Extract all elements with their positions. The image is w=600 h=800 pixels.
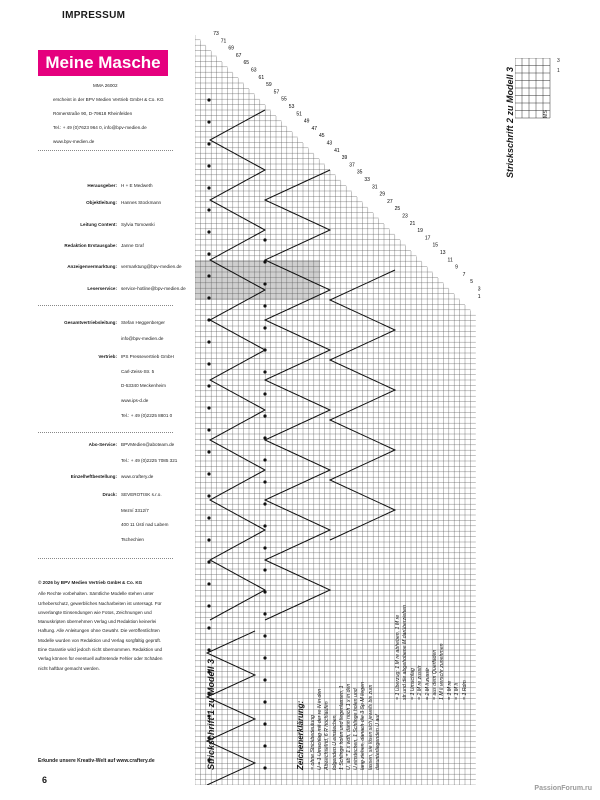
row-number-label: 1 [477, 293, 481, 300]
chart-dot [263, 722, 266, 725]
legend-item: str und die abgehobene M darüberziehen [402, 605, 409, 700]
druck-line: 400 11 Ústí nad Labem [121, 522, 169, 527]
chart-dot [207, 604, 210, 607]
abo-line[interactable]: BPVMedien@aboteam.de [121, 442, 175, 447]
copyright-line: Manuskripten übernehmen Verlag und Redaktion keinerlei [38, 619, 157, 625]
row-number-label: 61 [258, 74, 265, 81]
row-number-label: 73 [213, 31, 219, 37]
credit-value: Hannes Stockmann [121, 200, 162, 205]
copyright-block [38, 578, 173, 673]
legend-item: 1 M li verschr zunehmen [439, 643, 446, 700]
credit-label: Redaktion Erstausgabe: [64, 243, 117, 248]
chart-dot [263, 766, 266, 769]
chart2-label: MS [543, 110, 549, 118]
credit-label: Leserservice: [87, 286, 117, 291]
legend-item: = 1 Rdm [461, 680, 468, 700]
chart-dot [263, 700, 266, 703]
chart-dot [263, 282, 266, 285]
chart2-title: Strickschrift 2 zu Modell 3 [505, 66, 515, 178]
credit-value[interactable]: vermarktung@bpv-medien.de [121, 264, 182, 269]
legend-item: = 2 M re zusstr [417, 665, 424, 700]
chart-dot [207, 428, 210, 431]
chart2-row-number: 3 [557, 58, 560, 64]
impressum-column [38, 0, 198, 800]
row-number-label: 15 [432, 242, 439, 249]
chart-dot [263, 326, 266, 329]
credit-label: Objektleitung: [86, 200, 117, 205]
einzel-label: Einzelheftbestellung: [70, 474, 117, 479]
divider [38, 150, 173, 151]
chart-dot [207, 538, 210, 541]
copyright-line: Eine Garantie wird jedoch nicht übernommen. Redaktion und [38, 647, 163, 653]
brand-logo: Meine Masche [38, 50, 168, 76]
chart-dot [263, 590, 266, 593]
legend-item: folgenden U einstechen, [331, 714, 338, 770]
management-name: Stefan Heggenberger [121, 320, 165, 325]
chart-dot [207, 230, 210, 233]
chart-dot [263, 612, 266, 615]
chart-dot [263, 260, 266, 263]
chart-dot [263, 568, 266, 571]
chart-dot [207, 120, 210, 123]
row-number-label: 63 [251, 67, 257, 74]
chart-pattern-line [210, 110, 265, 620]
chart-dot [263, 480, 266, 483]
publisher-line: erscheint in der BPV Medien Vertrieb GmbH & Co. KG [53, 97, 164, 102]
knitting-chart-1 [195, 20, 495, 785]
row-number-label: 37 [349, 162, 355, 169]
chart-dot [207, 186, 210, 189]
vertrieb-line: Tel.: + 49 (0)2225 8801 0 [121, 413, 173, 418]
druck-line: Tschechien [121, 537, 144, 542]
legend-item: = 1 M re [446, 680, 453, 700]
publisher-address: Römerstraße 90, D-79618 Rheinfelden [53, 111, 133, 116]
druck-line: SEVEROTISK s.r.o. [121, 492, 162, 497]
row-number-label: 35 [356, 169, 363, 176]
copyright-line: Alle Rechte vorbehalten. Sämtliche Modelle stehen unter [38, 591, 154, 597]
chart-dot [207, 362, 210, 365]
copyright-line: nicht haftbar gemacht werden. [38, 665, 100, 671]
legend-item: 1 Schlinge holen und liegenlassen, 1 [338, 685, 345, 770]
copyright-heading: © 2026 by BPV Medien Vertrieb GmbH & Co. KG [38, 580, 143, 585]
row-number-label: 31 [371, 184, 378, 191]
chart-dot [263, 304, 266, 307]
row-number-label: 47 [311, 125, 318, 132]
vertrieb-line: D-53340 Meckenheim [121, 383, 166, 388]
credit-value[interactable]: service-hotline@bpv-medien.de [121, 286, 186, 291]
copyright-line: Modelle wurden von Redaktion und Verlag sorgfältig geprüft. [38, 637, 162, 643]
chart-dot [263, 524, 266, 527]
row-number-label: 45 [319, 133, 325, 140]
chart-dot [263, 656, 266, 659]
legend-item: = 1 M li [454, 683, 461, 700]
legend-item: = 1 Umschlag [409, 668, 416, 700]
druck-line: Mezní 3312/7 [121, 508, 149, 513]
row-number-label: 53 [288, 104, 295, 110]
credit-value: Sylvia Tomowski [121, 222, 155, 227]
chart-dot [207, 648, 210, 651]
row-number-label: 23 [402, 213, 408, 220]
row-number-label: 69 [228, 45, 234, 52]
row-number-label: 9 [455, 264, 458, 271]
chart-dot [207, 560, 210, 563]
chart-dot [207, 406, 210, 409]
vertrieb-line: Carl-Zeiss-Str. 5 [121, 369, 155, 374]
credit-label: Leitung Content: [80, 222, 117, 227]
section-title: IMPRESSUM [62, 10, 126, 21]
chart-dot [263, 634, 266, 637]
chart-dot [207, 626, 210, 629]
row-number-label: 25 [394, 206, 401, 213]
abo-line: Tel.: + 49 (0)2225 7085 321 [121, 458, 178, 463]
chart-dot [207, 340, 210, 343]
chart-dot [263, 502, 266, 505]
chart-dot [207, 384, 210, 387]
row-number-label: 67 [235, 52, 242, 59]
chart-dot [207, 494, 210, 497]
chart-dot [207, 98, 210, 101]
row-number-label: 65 [243, 60, 250, 67]
copyright-line: Haftung. Alle Anleitungen ohne Gewähr. Die veröffentlichten [38, 628, 160, 634]
row-number-label: 21 [409, 220, 416, 227]
row-number-label: 13 [440, 250, 446, 256]
chart-dot [207, 142, 210, 145]
credit-label: Anzeigenvermarktung: [67, 264, 117, 269]
legend-item: lassen, sie lösen sich jeweils bis zum [367, 684, 374, 770]
management-email[interactable]: info@bpv-medien.de [121, 336, 164, 341]
chart-dot [207, 472, 210, 475]
row-number-label: 51 [296, 111, 302, 118]
chart-dot [207, 582, 210, 585]
credit-value: H + E Medweth [121, 183, 153, 188]
credit-value: Janne Graf [121, 243, 144, 248]
row-number-label: 7 [462, 271, 466, 278]
druck-label: Druck: [102, 492, 117, 497]
row-number-label: 17 [424, 235, 431, 242]
chart1-title: Strickschrift 1 zu Modell 3 [206, 658, 216, 770]
legend-item: U einstechen, 1 Schlinge holen und [353, 688, 360, 770]
divider [38, 305, 173, 306]
copyright-line: Verlag können für eventuell auftretende Fehler oder Schäden [38, 656, 163, 662]
publication-code: MMA 26002 [93, 83, 118, 88]
knitting-chart-2 [515, 58, 555, 123]
chart-dot [263, 458, 266, 461]
legend-item: = aus dem Querfaden [432, 649, 438, 700]
legend-item: = ohne Strickbedeutung [310, 715, 316, 770]
publisher-website[interactable]: www.bpv-medien.de [53, 139, 95, 144]
chart-dot [263, 678, 266, 681]
chart-dot [263, 392, 266, 395]
watermark: PassionForum.ru [534, 785, 592, 792]
legend-title: Zeichenerklärung: [296, 700, 305, 770]
legend-item: = 1 Überzug: 1 M re abheben, 1 M re [395, 614, 401, 700]
row-number-label: 49 [303, 118, 310, 125]
divider [38, 432, 173, 433]
row-number-label: 11 [447, 257, 453, 264]
chart-dot [263, 414, 266, 417]
chart-dot [263, 370, 266, 373]
einzel-value[interactable]: www.craftery.de [121, 474, 154, 479]
vertrieb-line[interactable]: www.ips-d.de [121, 398, 149, 403]
footer-text[interactable]: Erkunde unsere Kreativ-Welt auf www.craftery.de [38, 758, 155, 764]
chart-dot [263, 436, 266, 439]
chart-dot [207, 516, 210, 519]
abo-label: Abo-Service: [88, 442, 117, 447]
row-number-label: 29 [379, 191, 386, 198]
row-number-label: 3 [477, 286, 481, 293]
row-number-label: 27 [387, 198, 393, 205]
chart-dot [263, 238, 266, 241]
row-number-label: 59 [266, 82, 272, 89]
chart-dot [207, 208, 210, 211]
legend-item: U = 1 Umschlag mit der re N in den [317, 688, 324, 770]
page-number: 6 [42, 775, 48, 785]
chart-dot [207, 164, 210, 167]
chart-dot [207, 296, 210, 299]
legend-item: U, ab * 1 x wdh, dann noch 1 x in den [346, 683, 352, 770]
legend-item: darunterliegenden U auf [374, 714, 381, 770]
chart2-row-number: 1 [557, 68, 560, 74]
divider [38, 558, 173, 559]
legend-item: lang ziehen, danach die 3 Sp M liegen [360, 682, 367, 770]
row-number-label: 39 [341, 155, 348, 162]
copyright-line: Urheberschutz, gewerbliches Nacharbeiten ist untersagt. Für [38, 600, 162, 606]
chart-dot [263, 546, 266, 549]
row-number-label: 41 [334, 147, 340, 154]
row-number-label: 43 [326, 140, 333, 147]
chart-dot [263, 744, 266, 747]
copyright-line: unverlangte Einsendungen wie Fotos, Zeichnungen und [38, 609, 152, 615]
row-number-label: 55 [281, 96, 287, 103]
chart-dot [263, 348, 266, 351]
legend-item: Abwechselnd, 6 R hochlaufen [324, 701, 331, 770]
row-number-label: 19 [417, 228, 423, 235]
row-number-label: 71 [220, 38, 227, 45]
row-number-label: 5 [470, 279, 474, 286]
legend-item: = 2 M li zusstr [424, 667, 431, 700]
vertrieb-label: Vertrieb: [98, 354, 117, 359]
management-label: Gesamtvertriebsleitung: [64, 320, 117, 325]
credit-label: Herausgeber: [87, 183, 117, 188]
publisher-contact: Tel.: + 49 (0)7623 964 0, info@bpv-medien.de [53, 125, 147, 130]
chart-dot [207, 318, 210, 321]
chart-dot [207, 450, 210, 453]
chart-dot [207, 252, 210, 255]
row-number-label: 57 [273, 89, 280, 96]
row-number-label: 33 [364, 177, 370, 183]
chart-dot [207, 274, 210, 277]
vertrieb-line: IPS Pressevertrieb GmbH [121, 354, 174, 359]
